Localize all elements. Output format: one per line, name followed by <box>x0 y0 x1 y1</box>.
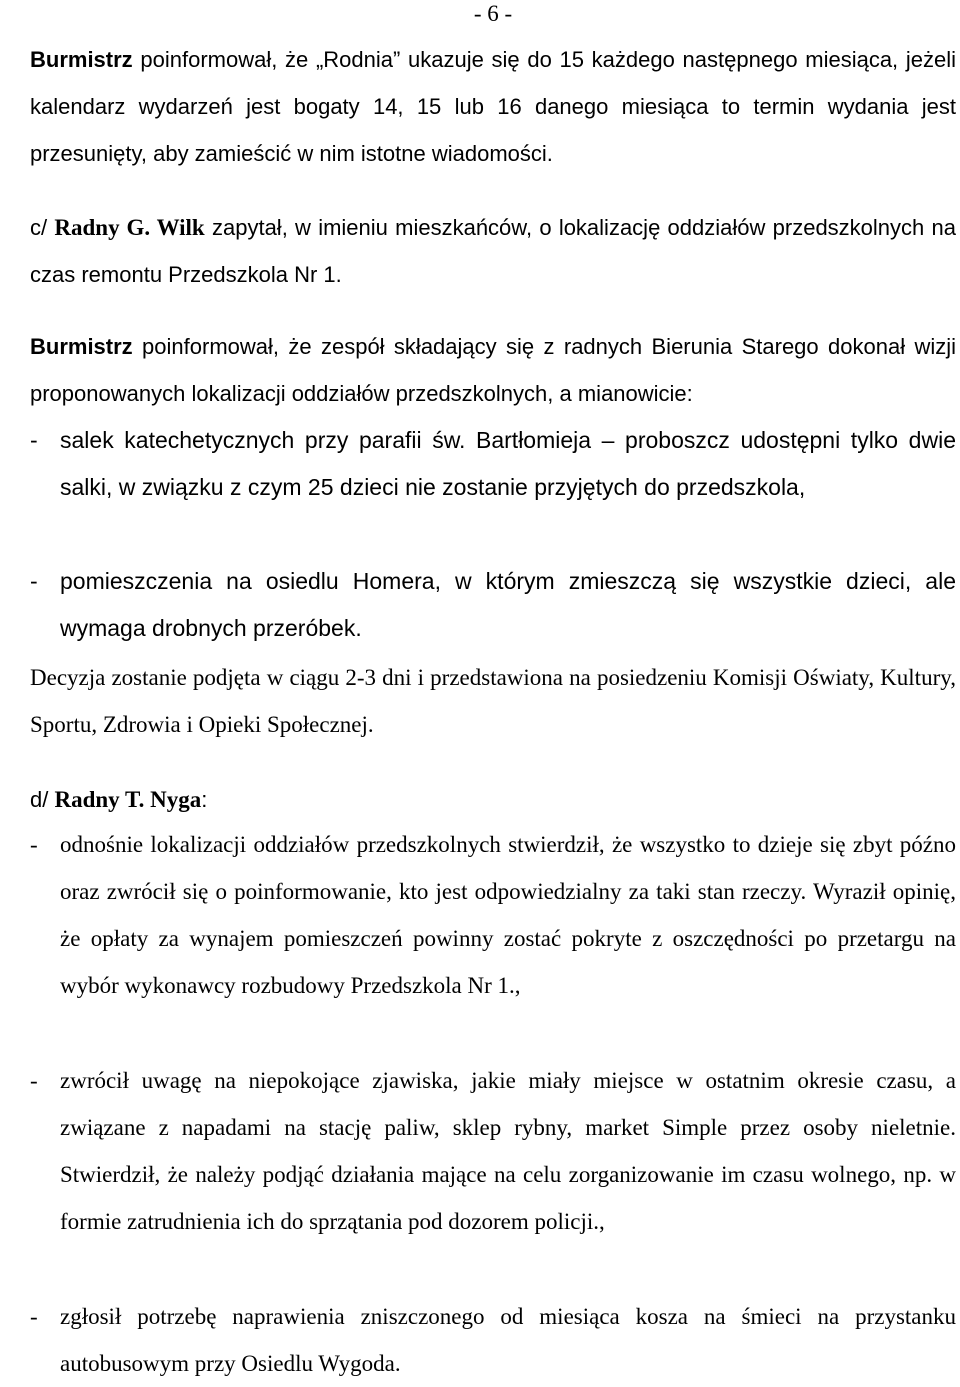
paragraph-radny-wilk <box>30 204 956 298</box>
list-item <box>30 417 956 511</box>
paragraph-burmistrz-rodnia <box>30 36 956 177</box>
list-dash: - <box>30 568 38 594</box>
speaker-name: Radny T. Nyga <box>54 787 202 812</box>
list-item <box>30 1057 956 1245</box>
list-item-text: salek katechetycznych przy parafii św. Bartłomieja – proboszcz udostępni tylko dwie salki, w związku z czym 25 dzieci nie zostanie przyjętych do przedszkola, <box>60 427 956 500</box>
speaker-name: Burmistrz <box>30 334 133 359</box>
list-dash: - <box>30 832 38 857</box>
paragraph-burmistrz-zespol <box>30 323 956 417</box>
list-item <box>30 558 956 652</box>
list-item <box>30 1293 956 1387</box>
list-dash: - <box>30 427 38 453</box>
speaker-name: Burmistrz <box>30 47 133 72</box>
list-item <box>30 821 956 1009</box>
speaker-name: Radny G. Wilk <box>54 215 205 240</box>
item-prefix: c/ <box>30 215 55 240</box>
item-prefix: d/ <box>30 787 55 812</box>
paragraph-text: zapytał, w imieniu mieszkańców, o lokalizację oddziałów przedszkolnych na czas remontu Przedszkola Nr 1. <box>30 215 956 287</box>
list-item-text: zgłosił potrzebę naprawienia zniszczonego od miesiąca kosza na śmieci na przystanku autobusowym przy Osiedlu Wygoda. <box>60 1304 956 1376</box>
paragraph-text: poinformował, że zespół składający się z radnych Bierunia Starego dokonał wizji proponowanych lokalizacji oddziałów przedszkolnych, a mianowicie: <box>30 334 956 406</box>
paragraph-radny-nyga <box>30 776 956 823</box>
list-dash: - <box>30 1068 38 1093</box>
paragraph-text: poinformował, że „Rodnia” ukazuje się do 15 każdego następnego miesiąca, jeżeli kalendarz wydarzeń jest bogaty 14, 15 lub 16 danego miesiąca to termin wydania jest przesunięty, aby zamieścić w nim istotne wiadomości. <box>30 47 956 166</box>
list-item-text: zwrócił uwagę na niepokojące zjawiska, jakie miały miejsce w ostatnim okresie czasu, a związane z napadami na stację paliw, sklep rybny, market Simple przez osoby nieletnie. Stwierdził, że należy podjąć działania mające na celu zorganizowanie im czasu wolnego, np. w formie zatrudnienia ich do sprzątania pod dozorem policji., <box>60 1068 956 1234</box>
list-item-text: pomieszczenia na osiedlu Homera, w którym zmieszczą się wszystkie dzieci, ale wymaga drobnych przeróbek. <box>60 568 956 641</box>
list-dash: - <box>30 1304 38 1329</box>
page-number: - 6 - <box>473 1 513 26</box>
list-item-text: odnośnie lokalizacji oddziałów przedszkolnych stwierdził, że wszystko to dzieje się zbyt późno oraz zwrócił się o poinformowanie, kto jest odpowiedzialny za taki stan rzeczy. Wyraził opinię, że opłaty za wynajem pomieszczeń powinny zostać pokryte z oszczędności po przetargu na wybór wykonawcy rozbudowy Przedszkola Nr 1., <box>60 832 956 998</box>
item-suffix: : <box>201 787 208 812</box>
paragraph-decyzja: Decyzja zostanie podjęta w ciągu 2-3 dni i przedstawiona na posiedzeniu Komisji Oświaty, Kultury, Sportu, Zdrowia i Opieki Społecznej. <box>30 665 956 737</box>
